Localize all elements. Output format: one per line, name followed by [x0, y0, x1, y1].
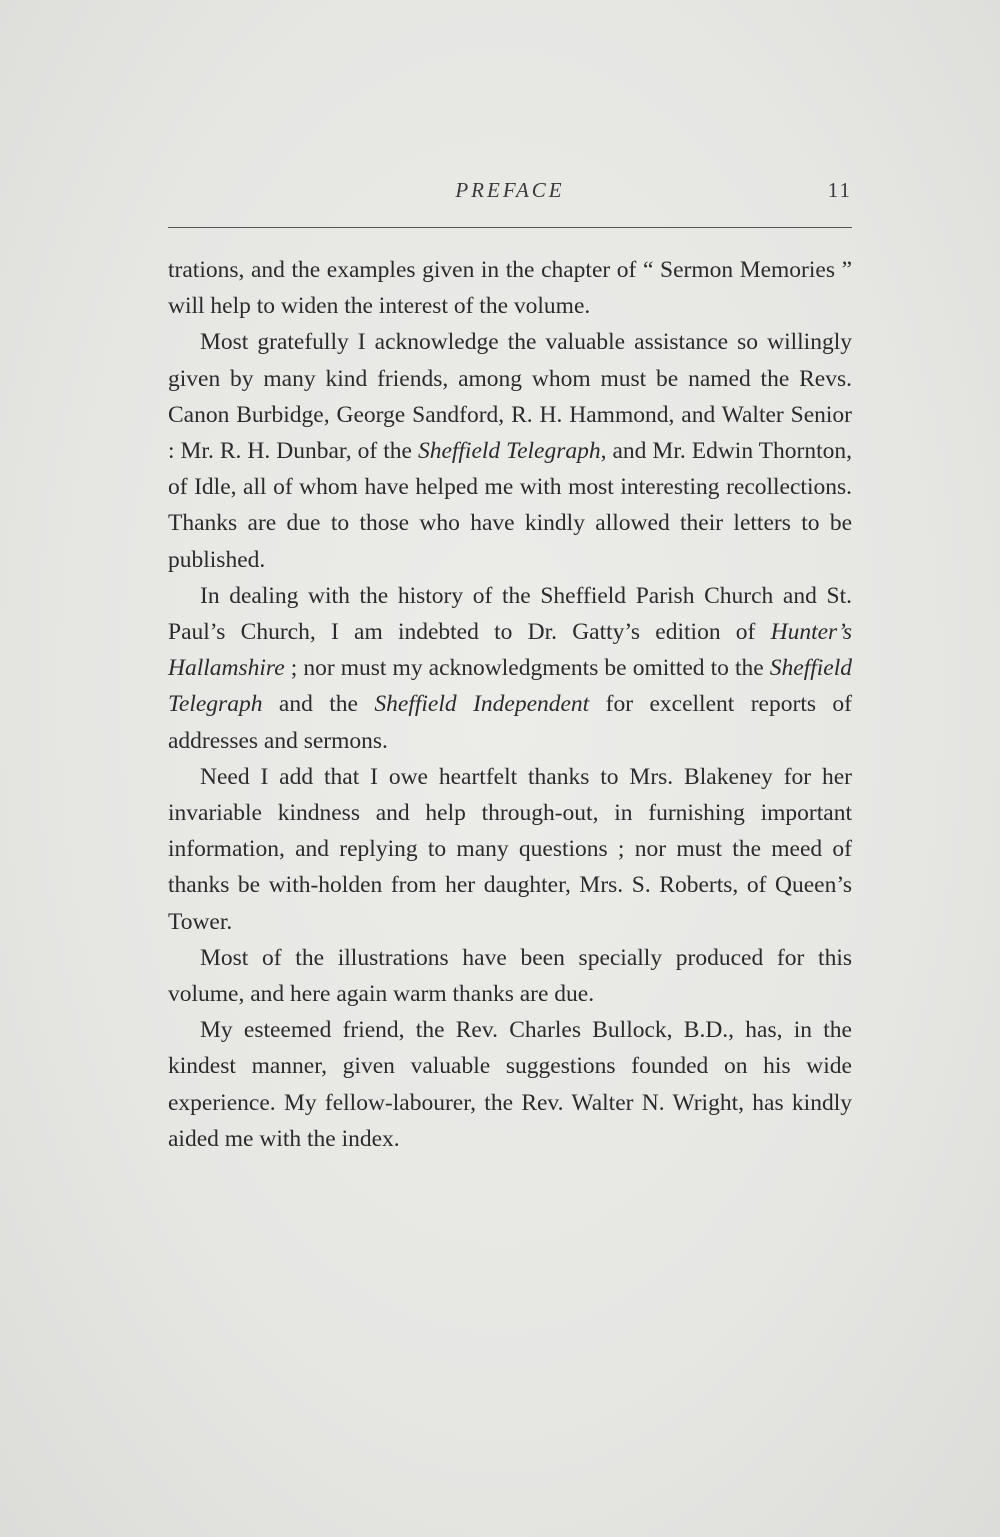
paragraph-text: In dealing with the history of the Sheffield Parish Church and St. Paul’s Church, I am indebted to Dr. Gatty’s edition of [168, 582, 852, 646]
paragraph-text: for excellent reports of addresses and sermons. [168, 691, 853, 754]
paragraph-3 [168, 578, 852, 759]
italic-title: Sheffield Independent [374, 691, 590, 718]
page-number: 11 [827, 178, 852, 202]
paragraph-text: Most of the illustrations have been specially produced for this volume, and here again warm thanks are due. [168, 944, 852, 1008]
paragraph-5 [168, 940, 852, 1012]
paragraph-text: ; nor must my acknowledgments be omitted to the [284, 655, 770, 682]
paragraph-text: , and Mr. Edwin Thornton, of Idle, all of whom have helped me with most interesting recollections. Thanks are due to those who have kindly allowed their letters to be published. [168, 438, 852, 573]
paragraph-text: My esteemed friend, the Rev. Charles Bullock, B.D., has, in the kindest manner, given valuable suggestions founded on his wide experience. My fellow-labourer, the Rev. Walter N. Wright, has kindly aided me with the index. [168, 1017, 852, 1152]
paragraph-4 [168, 759, 852, 940]
running-head [168, 178, 852, 212]
paragraph-1 [168, 252, 852, 324]
running-head-title: PREFACE [455, 178, 565, 202]
header-rule [168, 227, 852, 228]
italic-title: Sheffield Telegraph [168, 655, 852, 718]
paragraph-2 [168, 324, 852, 577]
paragraph-6 [168, 1012, 852, 1157]
italic-title: Sheffield Telegraph [417, 438, 601, 465]
preface-body [168, 252, 852, 1157]
italic-title: Hunter’s Hallamshire [168, 619, 852, 682]
paragraph-text: and the [262, 691, 375, 718]
paragraph-text: Need I add that I owe heartfelt thanks to Mrs. Blakeney for her invariable kindness and help through-out, in furnishing important information, and replying to many questions ; nor must the meed of thanks be with-holden from her daughter, Mrs. S. Roberts, of Queen’s Tower. [168, 763, 852, 935]
paragraph-text: Most gratefully I acknowledge the valuable assistance so willingly given by many kind friends, among whom must be named the Revs. Canon Burbidge, George Sandford, R. H. Hammond, and Walter Senior : Mr. R. H. Dunbar, of the [168, 329, 852, 465]
paragraph-text: trations, and the examples given in the chapter of “ Sermon Memories ” will help to widen the interest of the volume. [168, 257, 852, 320]
